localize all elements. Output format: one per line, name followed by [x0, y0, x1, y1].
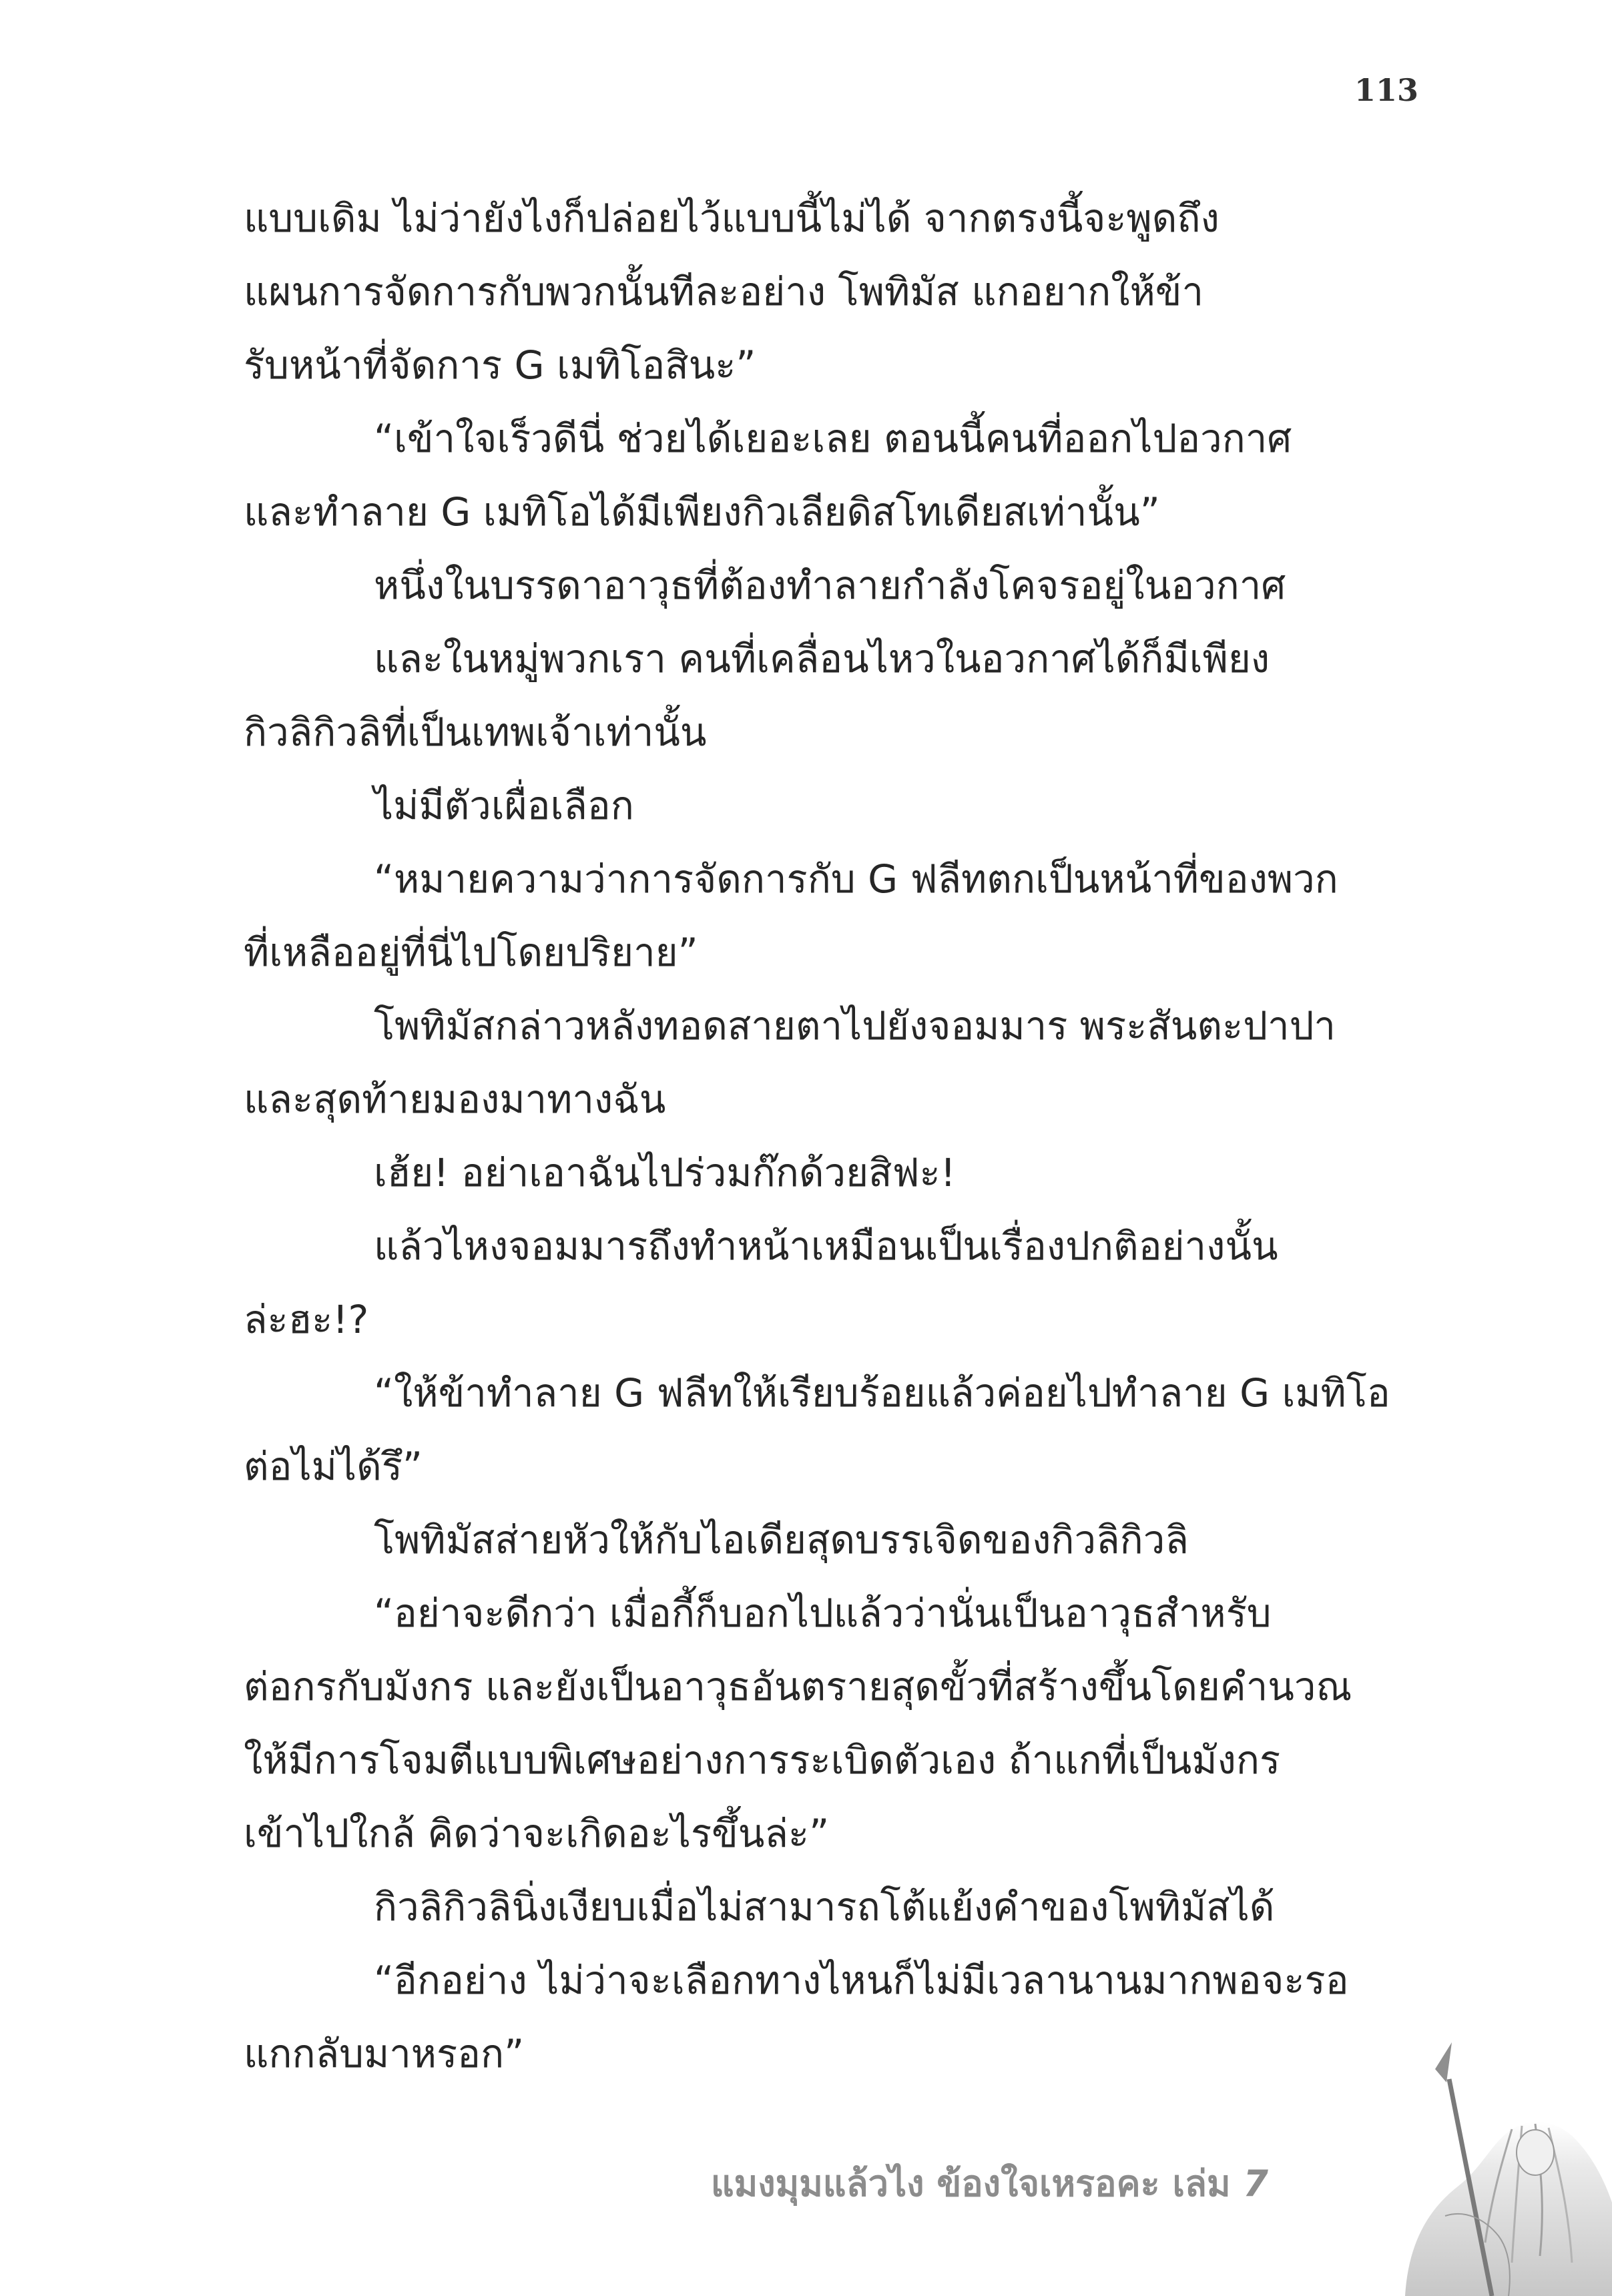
text-line: แผนการจัดการกับพวกนั้นทีละอย่าง โพทิมัส แกอยากให้ข้า	[244, 269, 1204, 314]
text-line: “เข้าใจเร็วดีนี่ ช่วยได้เยอะเลย ตอนนี้คนที่ออกไปอวกาศ	[374, 416, 1292, 461]
text-line: โพทิมัสส่ายหัวให้กับไอเดียสุดบรรเจิดของกิวลิกิวลิ	[374, 1517, 1189, 1562]
text-line: แบบเดิม ไม่ว่ายังไงก็ปล่อยไว้แบบนี้ไม่ได้ จากตรงนี้จะพูดถึง	[244, 196, 1220, 241]
text-line: ต่อไม่ได้รึ”	[244, 1444, 423, 1489]
footer-book-title	[711, 2155, 1268, 2212]
text-line: “หมายความว่าการจัดการกับ G ฟลีทตกเป็นหน้าที่ของพวก	[374, 856, 1338, 902]
text-line: หนึ่งในบรรดาอาวุธที่ต้องทำลายกำลังโคจรอยู่ในอวกาศ	[374, 563, 1286, 608]
volume-number: 7	[1243, 2163, 1268, 2205]
text-line: ต่อกรกับมังกร และยังเป็นอาวุธอันตรายสุดขั้วที่สร้างขึ้นโดยคำนวณ	[244, 1664, 1352, 1709]
text-line: และทำลาย G เมทิโอได้มีเพียงกิวเลียดิสโทเดียสเท่านั้น”	[244, 489, 1160, 535]
text-line: ที่เหลืออยู่ที่นี่ไปโดยปริยาย”	[244, 930, 698, 975]
text-line: “ให้ข้าทำลาย G ฟลีทให้เรียบร้อยแล้วค่อยไปทำลาย G เมทิโอ	[374, 1370, 1390, 1416]
text-line: ให้มีการโจมตีแบบพิเศษอย่างการระเบิดตัวเอง ถ้าแกที่เป็นมังกร	[244, 1737, 1281, 1783]
text-line: ล่ะฮะ!?	[244, 1297, 369, 1342]
text-line: “อย่าจะดีกว่า เมื่อกี้ก็บอกไปแล้วว่านั่นเป็นอาวุธสำหรับ	[374, 1591, 1272, 1636]
text-line: และสุดท้ายมองมาทางฉัน	[244, 1077, 666, 1122]
book-title: แมงมุมแล้วไง ข้องใจเหรอคะ เล่ม	[710, 2163, 1231, 2205]
text-line: กิวลิกิวลินิ่งเงียบเมื่อไม่สามารถโต้แย้งคำของโพทิมัสได้	[374, 1884, 1275, 1930]
text-line: และในหมู่พวกเรา คนที่เคลื่อนไหวในอวกาศได้ก็มีเพียง	[374, 636, 1270, 681]
page-number: 113	[1354, 72, 1418, 108]
text-line: กิวลิกิวลิที่เป็นเทพเจ้าเท่านั้น	[244, 709, 707, 755]
text-line: “อีกอย่าง ไม่ว่าจะเลือกทางไหนก็ไม่มีเวลานานมากพอจะรอ	[374, 1958, 1349, 2003]
character-illustration	[1292, 2042, 1612, 2296]
text-line: รับหน้าที่จัดการ G เมทิโอสินะ”	[244, 342, 756, 388]
text-line: ไม่มีตัวเผื่อเลือก	[374, 783, 634, 828]
text-line: แล้วไหงจอมมารถึงทำหน้าเหมือนเป็นเรื่องปกติอย่างนั้น	[374, 1223, 1278, 1269]
text-line: แกกลับมาหรอก”	[244, 2031, 525, 2076]
text-line: เฮ้ย! อย่าเอาฉันไปร่วมก๊กด้วยสิฟะ!	[374, 1150, 956, 1195]
body-text	[244, 182, 1422, 2090]
text-line: โพทิมัสกล่าวหลังทอดสายตาไปยังจอมมาร พระสันตะปาปา	[374, 1003, 1336, 1049]
text-line: เข้าไปใกล้ คิดว่าจะเกิดอะไรขึ้นล่ะ”	[244, 1811, 830, 1856]
